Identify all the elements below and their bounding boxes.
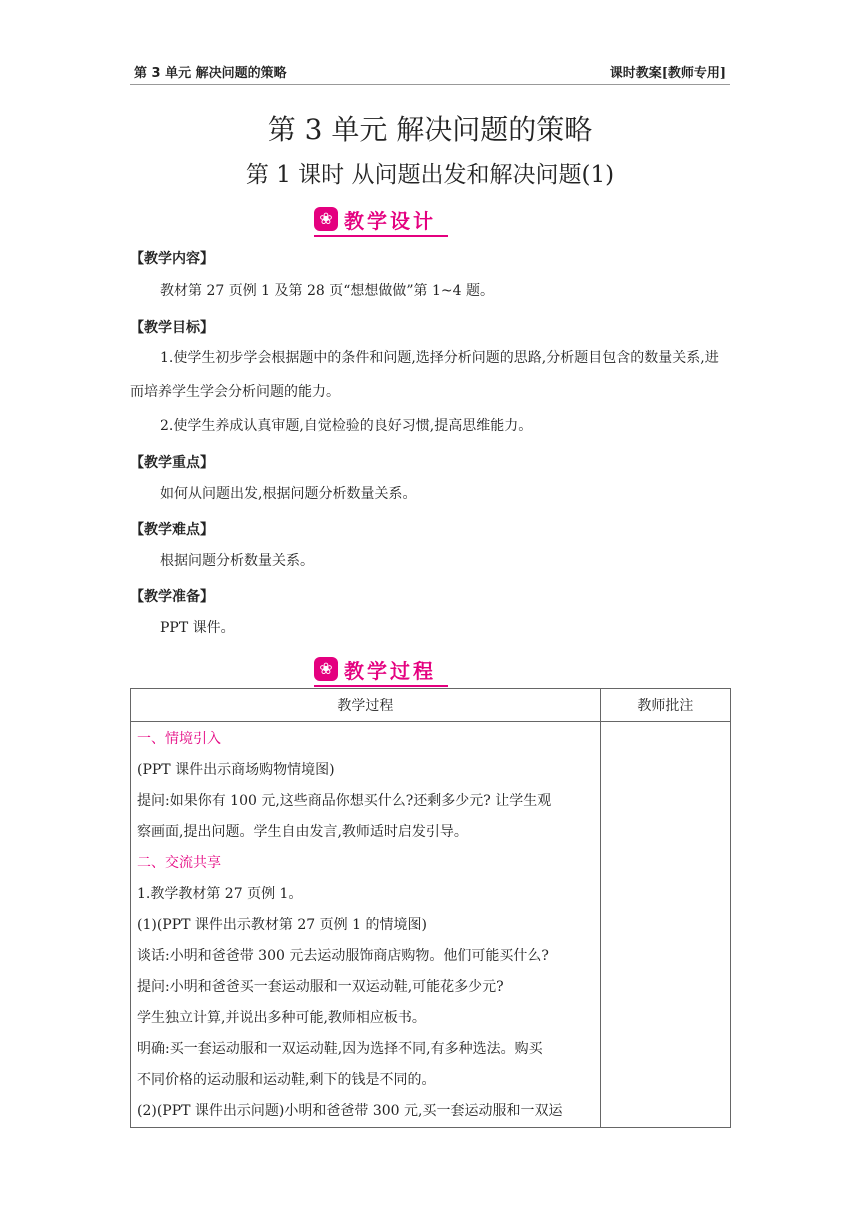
section-paragraph: PPT 课件。 bbox=[160, 620, 235, 636]
header-doc-type: 课时教案[教师专用] bbox=[609, 66, 726, 81]
table-line: (2)(PPT 课件出示问题)小明和爸爸带 300 元,买一套运动服和一双运 bbox=[137, 1103, 563, 1119]
design-banner bbox=[314, 205, 454, 235]
table-line: (1)(PPT 课件出示教材第 27 页例 1 的情境图) bbox=[137, 917, 427, 933]
swirl-logo-icon: ❀ bbox=[314, 207, 338, 231]
table-line: (PPT 课件出示商场购物情境图) bbox=[137, 762, 335, 778]
table-line: 谈话:小明和爸爸带 300 元去运动服饰商店购物。他们可能买什么? bbox=[137, 948, 549, 964]
section-paragraph: 2.使学生养成认真审题,自觉检验的良好习惯,提高思维能力。 bbox=[160, 418, 533, 434]
table-line: 明确:买一套运动服和一双运动鞋,因为选择不同,有多种选法。购买 bbox=[137, 1041, 543, 1057]
section-heading-goals: 【教学目标】 bbox=[130, 320, 214, 336]
banner-underline bbox=[314, 235, 448, 237]
section-heading-content: 【教学内容】 bbox=[130, 251, 214, 267]
page-header bbox=[134, 62, 726, 84]
section-heading-key-points: 【教学重点】 bbox=[130, 455, 214, 471]
table-line: 提问:小明和爸爸买一套运动服和一双运动鞋,可能花多少元? bbox=[137, 979, 504, 995]
section-heading-difficulties: 【教学难点】 bbox=[130, 522, 214, 538]
column-header-process: 教学过程 bbox=[131, 689, 601, 722]
header-unit: 第 3 单元 解决问题的策略 bbox=[134, 66, 287, 81]
unit-title: 第 3 单元 解决问题的策略 bbox=[267, 113, 593, 146]
banner-underline bbox=[314, 685, 448, 687]
header-divider bbox=[130, 84, 730, 85]
table-line: 学生独立计算,并说出多种可能,教师相应板书。 bbox=[137, 1010, 426, 1026]
process-banner bbox=[314, 655, 454, 685]
column-header-notes: 教师批注 bbox=[600, 689, 730, 722]
teaching-process-table bbox=[130, 688, 731, 1128]
section-heading-preparation: 【教学准备】 bbox=[130, 589, 214, 605]
teacher-notes-cell bbox=[600, 722, 730, 1128]
table-line: 提问:如果你有 100 元,这些商品你想买什么?还剩多少元? 让学生观 bbox=[137, 793, 552, 809]
lesson-title: 第 1 课时 从问题出发和解决问题(1) bbox=[245, 162, 615, 188]
table-line: 不同价格的运动服和运动鞋,剩下的钱是不同的。 bbox=[137, 1072, 436, 1088]
table-line: 察画面,提出问题。学生自由发言,教师适时启发引导。 bbox=[137, 824, 468, 840]
process-content-cell bbox=[131, 722, 601, 1128]
process-banner-label: 教学过程 bbox=[344, 659, 436, 683]
swirl-logo-icon: ❀ bbox=[314, 657, 338, 681]
section-paragraph: 教材第 27 页例 1 及第 28 页“想想做做”第 1~4 题。 bbox=[160, 283, 494, 299]
section-paragraph: 1.使学生初步学会根据题中的条件和问题,选择分析问题的思路,分析题目包含的数量关系,进而培养学生学会分析问题的能力。 bbox=[130, 350, 719, 400]
design-banner-label: 教学设计 bbox=[344, 209, 436, 233]
section-paragraph: 如何从问题出发,根据问题分析数量关系。 bbox=[160, 486, 417, 502]
section-paragraph: 根据问题分析数量关系。 bbox=[160, 553, 314, 569]
table-line: 二、交流共享 bbox=[137, 855, 221, 871]
table-line: 一、情境引入 bbox=[137, 731, 221, 747]
table-line: 1.教学教材第 27 页例 1。 bbox=[137, 886, 303, 902]
